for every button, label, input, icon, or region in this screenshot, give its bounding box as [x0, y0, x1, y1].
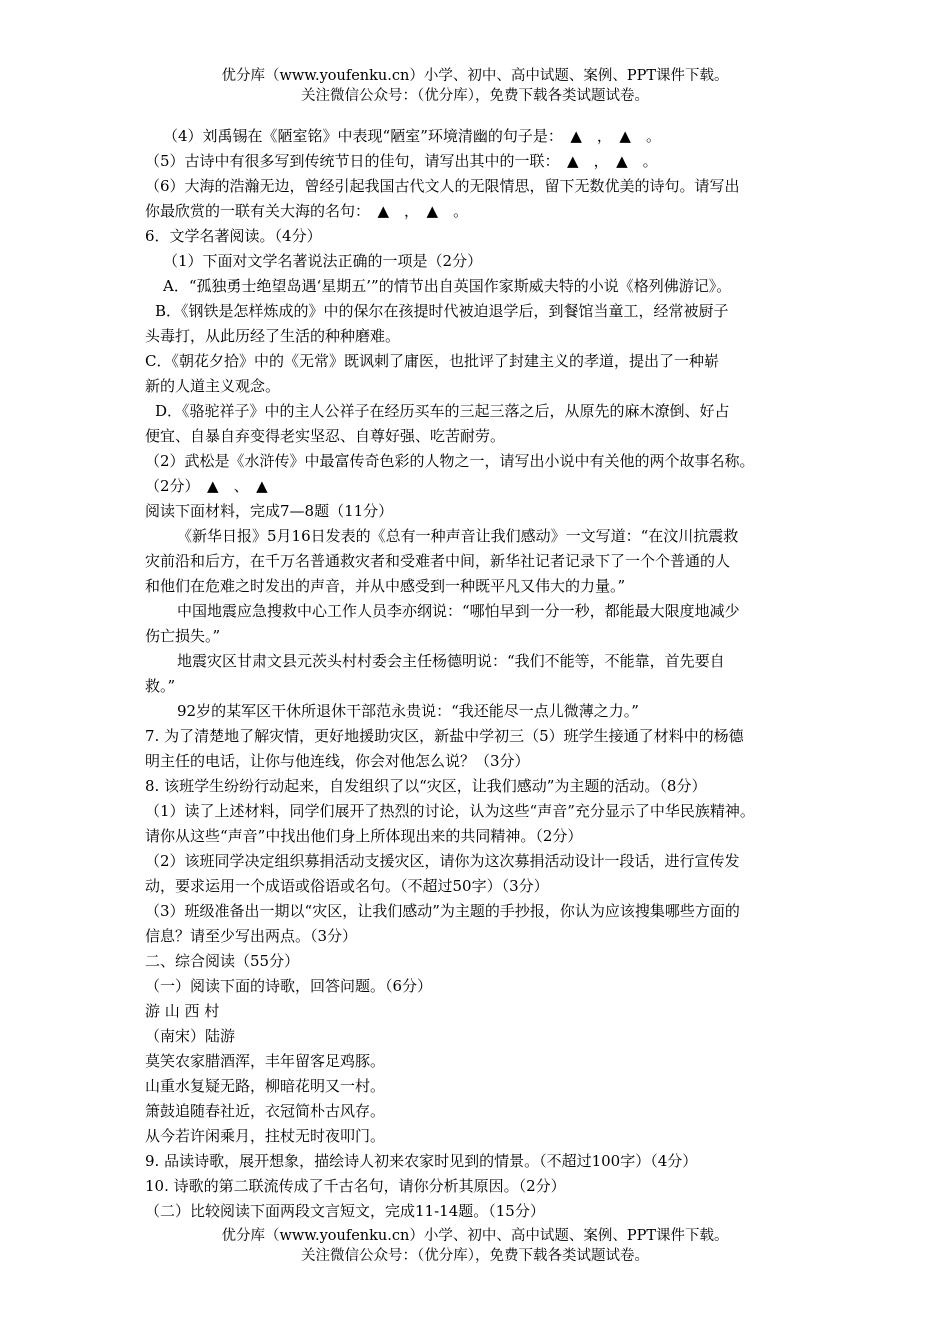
question-8: 8. 该班学生纷纷行动起来，自发组织了以“灾区，让我们感动”为主题的活动。（8分）: [145, 777, 707, 795]
question-5-4: （4）刘禹锡在《陋室铭》中表现“陋室”环境清幽的句子是： ▲ ， ▲ 。: [163, 127, 661, 145]
question-8-2: （2）该班同学决定组织募捐活动支援灾区，请你为这次募捐活动设计一段话，进行宣传发: [145, 852, 740, 870]
section-2-title: 二、综合阅读（55分）: [145, 952, 300, 970]
question-8-1: （1）读了上述材料，同学们展开了热烈的讨论，认为这些“声音”充分显示了中华民族精神。: [145, 802, 755, 820]
material-paragraph-2-cont: 伤亡损失。”: [145, 627, 221, 645]
question-6-2: （2）武松是《水浒传》中最富传奇色彩的人物之一，请写出小说中有关他的两个故事名称。: [145, 452, 755, 470]
material-paragraph-4: 92岁的某军区干休所退休干部范永贵说：“我还能尽一点儿微薄之力。”: [177, 702, 639, 720]
question-6-title: 6．文学名著阅读。（4分）: [145, 227, 322, 245]
material-paragraph-3-cont: 救。”: [145, 677, 176, 695]
poem-line-4: 从今若许闲乘月，拄杖无时夜叩门。: [145, 1127, 386, 1145]
material-paragraph-1-cont: 和他们在危难之时发出的声音，并从中感受到一种既平凡又伟大的力量。”: [145, 577, 626, 595]
option-d-cont: 便宜、自暴自弃变得老实坚忍、自尊好强、吃苦耐劳。: [145, 427, 506, 445]
poem-author: （南宋）陆游: [145, 1027, 236, 1045]
page-footer: [0, 1226, 950, 1266]
question-10: 10. 诗歌的第二联流传成了千古名句，请你分析其原因。（2分）: [145, 1177, 566, 1195]
poem-line-1: 莫笑农家腊酒浑，丰年留客足鸡豚。: [145, 1052, 386, 1070]
question-8-3: （3）班级准备出一期以“灾区，让我们感动”为主题的手抄报，你认为应该搜集哪些方面的: [145, 902, 740, 920]
option-c: C．《朝花夕拾》中的《无常》既讽刺了庸医，也批评了封建主义的孝道，提出了一种崭: [145, 352, 719, 370]
header-line-2: 关注微信公众号：（优分库），免费下载各类试题试卷。: [301, 88, 649, 104]
footer-line-1: 优分库（www.youfenku.cn）小学、初中、高中试题、案例、PPT课件下载。: [221, 1228, 729, 1244]
question-7: 7. 为了清楚地了解灾情，更好地援助灾区，新盐中学初三（5）班学生接通了材料中的杨德: [145, 727, 744, 745]
poem-line-2: 山重水复疑无路，柳暗花明又一村。: [145, 1077, 386, 1095]
material-paragraph-3: 地震灾区甘肃文县元茨头村村委会主任杨德明说：“我们不能等，不能靠，首先要自: [177, 652, 725, 670]
subsection-2-title: （二）比较阅读下面两段文言短文，完成11-14题。（15分）: [145, 1202, 545, 1220]
reading-intro: 阅读下面材料，完成7—8题（11分）: [145, 502, 394, 520]
page-header: [0, 66, 950, 106]
question-8-2-cont: 动，要求运用一个成语或俗语或名句。（不超过50字）（3分）: [145, 877, 549, 895]
option-c-cont: 新的人道主义观念。: [145, 377, 281, 395]
question-8-3-cont: 信息？请至少写出两点。（3分）: [145, 927, 358, 945]
material-paragraph-1: 《新华日报》5月16日发表的《总有一种声音让我们感动》一文写道：“在汶川抗震救: [177, 527, 739, 545]
question-5-6-cont: 你最欣赏的一联有关大海的名句： ▲ ， ▲ 。: [145, 202, 469, 220]
question-6-2-cont: （2分） ▲ 、 ▲: [145, 477, 268, 495]
option-a: A．“孤独勇士绝望岛遇‘星期五’”的情节出自英国作家斯威夫特的小说《格列佛游记》。: [163, 277, 732, 295]
question-5-5: （5）古诗中有很多写到传统节日的佳句，请写出其中的一联： ▲ ， ▲ 。: [145, 152, 658, 170]
material-paragraph-2: 中国地震应急搜救中心工作人员李亦纲说：“哪怕早到一分一秒，都能最大限度地减少: [177, 602, 740, 620]
subsection-1-title: （一）阅读下面的诗歌，回答问题。（6分）: [145, 977, 433, 995]
question-6-1: （1）下面对文学名著说法正确的一项是（2分）: [163, 252, 483, 270]
header-line-1: 优分库（www.youfenku.cn）小学、初中、高中试题、案例、PPT课件下载。: [221, 68, 729, 84]
option-b-cont: 头毒打，从此历经了生活的种种磨难。: [145, 327, 401, 345]
poem-line-3: 箫鼓追随春社近，衣冠简朴古风存。: [145, 1102, 386, 1120]
question-9: 9. 品读诗歌，展开想象，描绘诗人初来农家时见到的情景。（不超过100字）（4分）: [145, 1152, 698, 1170]
document-body: [145, 124, 825, 1224]
question-5-6: （6）大海的浩瀚无边，曾经引起我国古代文人的无限情思，留下无数优美的诗句。请写出: [145, 177, 740, 195]
option-d: D．《骆驼祥子》中的主人公祥子在经历买车的三起三落之后，从原先的麻木潦倒、好占: [155, 402, 730, 420]
material-paragraph-1-cont: 灾前沿和后方，在千万名普通救灾者和受难者中间，新华社记者记录下了一个个普通的人: [145, 552, 731, 570]
poem-title: 游 山 西 村: [145, 1002, 220, 1020]
question-8-1-cont: 请你从这些“声音”中找出他们身上所体现出来的共同精神。（2分）: [145, 827, 583, 845]
option-b: B．《钢铁是怎样炼成的》中的保尔在孩提时代被迫退学后，到餐馆当童工，经常被厨子: [155, 302, 729, 320]
question-7-cont: 明主任的电话，让你与他连线，你会对他怎么说？（3分）: [145, 752, 530, 770]
footer-line-2: 关注微信公众号：（优分库），免费下载各类试题试卷。: [301, 1248, 649, 1264]
